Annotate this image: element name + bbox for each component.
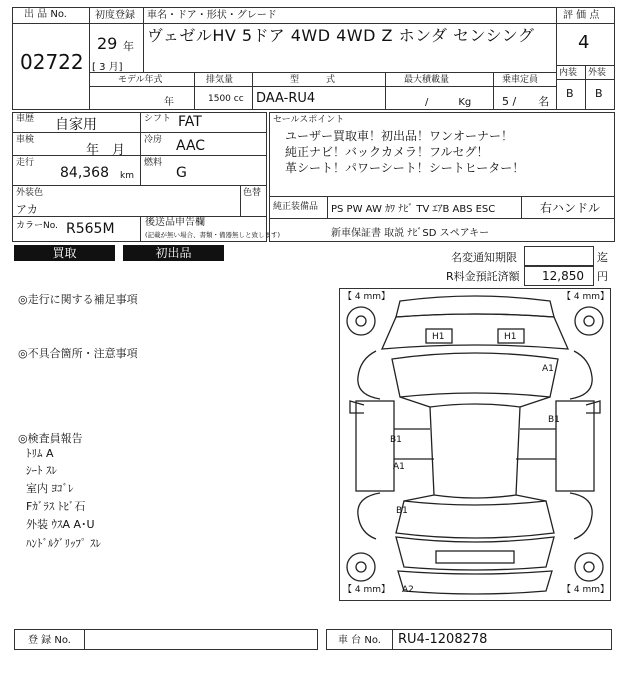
max-load-label: 最大積載量 (404, 75, 450, 85)
tire-depth-label: 【 4 mm】 (343, 585, 390, 595)
inspection-value: 年 月 (86, 143, 126, 158)
inspector-line: ﾄﾘﾑ A (26, 447, 54, 460)
tire-rear-left (347, 553, 375, 581)
fuel-label: 燃料 (144, 158, 163, 168)
name-change-label: 名変通知期限 (451, 251, 517, 264)
mileage-label: 走行 (16, 158, 35, 168)
windshield (392, 353, 558, 397)
damage-mark: H1 (432, 332, 445, 342)
equipment-value: PS PW AW ｶﾜ ﾅﾋﾞ TV ｴｱB ABS ESC (331, 204, 496, 215)
hood (382, 314, 568, 349)
extras-value: 新車保証書 取説 ﾅﾋﾞSD スペアキー (331, 228, 490, 239)
recycle-label: R料金預託済額 (446, 270, 520, 283)
tire-depth-label: 【 4 mm】 (343, 292, 390, 302)
model-year-unit: 年 (164, 97, 174, 108)
chassis-label: 車 台 No. (338, 635, 381, 646)
equipment-label: 純正装備品 (273, 202, 319, 212)
fuel-value: G (176, 165, 187, 181)
inspection-label: 車検 (16, 135, 35, 145)
inspector-line: ｼｰﾄ ｽﾚ (26, 464, 57, 477)
car-diagram (340, 289, 610, 600)
name-change-unit: 迄 (597, 251, 608, 264)
ac-value: AAC (176, 138, 206, 154)
inspector-line: 外装 ｳｽA A･U (26, 518, 95, 531)
lot-number: 02722 (20, 50, 84, 74)
car-diagram-frame (339, 288, 611, 601)
first-listing-badge: 初出品 (123, 245, 224, 261)
rear-bumper (398, 571, 552, 594)
damage-mark: B1 (548, 415, 560, 425)
buyback-badge: 買取 (14, 245, 115, 261)
damage-mark: A2 (402, 585, 414, 595)
model-label: 型 式 (290, 75, 336, 85)
damage-mark: B1 (396, 506, 408, 516)
damage-mark: A1 (393, 462, 405, 472)
tire-front-left (347, 307, 375, 335)
recycle-value: 12,850 (542, 269, 584, 283)
tire-rear-right (575, 553, 603, 581)
capacity-value: 5 / 名 (502, 95, 550, 108)
first-reg-label: 初度登録 (95, 10, 135, 21)
mileage-value: 84,368 (60, 165, 109, 181)
interior-label: 内装 (559, 68, 578, 78)
tire-depth-label: 【 4 mm】 (562, 292, 609, 302)
rear-window (396, 501, 554, 538)
reg-year: 29 (97, 34, 118, 53)
body-left-side (356, 401, 394, 491)
recycle-unit: 円 (597, 270, 608, 283)
inspector-line: Fｶﾞﾗｽ ﾄﾋﾞ石 (26, 500, 86, 513)
handle-value: 右ハンドル (540, 201, 601, 215)
color-no-label: カラーNo. (16, 221, 58, 231)
sales-line-3: 革シート！パワーシート！シートヒーター！ (285, 161, 525, 175)
displacement-label: 排気量 (206, 75, 234, 85)
ac-label: 冷房 (144, 135, 163, 145)
inspector-label: ◎検査員報告 (18, 432, 83, 445)
capacity-label: 乗車定員 (502, 75, 539, 85)
displacement-value: 1500 cc (208, 94, 244, 104)
mileage-unit: km (120, 171, 134, 181)
car-name-label: 車名・ドア・形状・グレード (147, 10, 277, 21)
damage-mark: H1 (504, 332, 517, 342)
color-change-label: 色替 (243, 188, 262, 198)
inspector-line: 室内 ﾖｺﾞﾚ (26, 482, 74, 495)
name-change-box (524, 246, 594, 266)
exterior-color-label: 外装色 (16, 188, 44, 198)
model-value: DAA-RU4 (256, 91, 316, 106)
inspector-line: ﾊﾝﾄﾞﾙｸﾞﾘｯﾌﾟ ｽﾚ (26, 537, 101, 550)
post-report-label: 後送品申告欄 (145, 217, 205, 228)
model-year-label: モデル年式 (118, 75, 163, 85)
body-right-side (556, 401, 594, 491)
car-name: ヴェゼルHV 5ドア 4WD 4WD Z ホンダ センシング (147, 26, 535, 45)
tire-depth-label: 【 4 mm】 (562, 585, 609, 595)
shift-value: FAT (178, 114, 202, 130)
driving-remarks-label: ◎走行に関する補足事項 (18, 293, 138, 306)
interior-grade: B (566, 87, 574, 100)
score-value: 4 (578, 32, 590, 53)
roof (430, 404, 520, 498)
exterior-grade: B (595, 87, 603, 100)
history-value: 自家用 (55, 117, 97, 133)
tailgate (396, 537, 554, 570)
post-report-note: (記載が無い場合、書類・備器無しと致します) (145, 231, 281, 239)
exterior-color-value: アカ (16, 203, 38, 216)
shift-label: シフト (144, 114, 172, 124)
score-label: 評 価 点 (563, 10, 600, 21)
sales-line-2: 純正ナビ！バックカメラ！フルセグ！ (285, 145, 489, 159)
max-load-value: / Kg (425, 97, 472, 108)
reg-year-unit: 年 (123, 40, 134, 53)
defects-label: ◎不具合箇所・注意事項 (18, 347, 138, 360)
color-no-value: R565M (66, 221, 115, 237)
reg-month: [ 3 月] (92, 62, 123, 73)
exterior-label: 外装 (588, 68, 607, 78)
lot-label: 出 品 No. (24, 9, 67, 20)
damage-mark: B1 (390, 435, 402, 445)
license-plate (436, 551, 514, 563)
history-label: 車歴 (16, 114, 35, 124)
sales-label: セールスポイント (273, 115, 345, 125)
tire-front-right (575, 307, 603, 335)
sales-line-1: ユーザー買取車！初出品！ワンオーナー！ (285, 129, 514, 143)
chassis-value: RU4-1208278 (398, 632, 488, 647)
reg-no-label: 登 録 No. (28, 635, 71, 646)
damage-mark: A1 (542, 364, 554, 374)
